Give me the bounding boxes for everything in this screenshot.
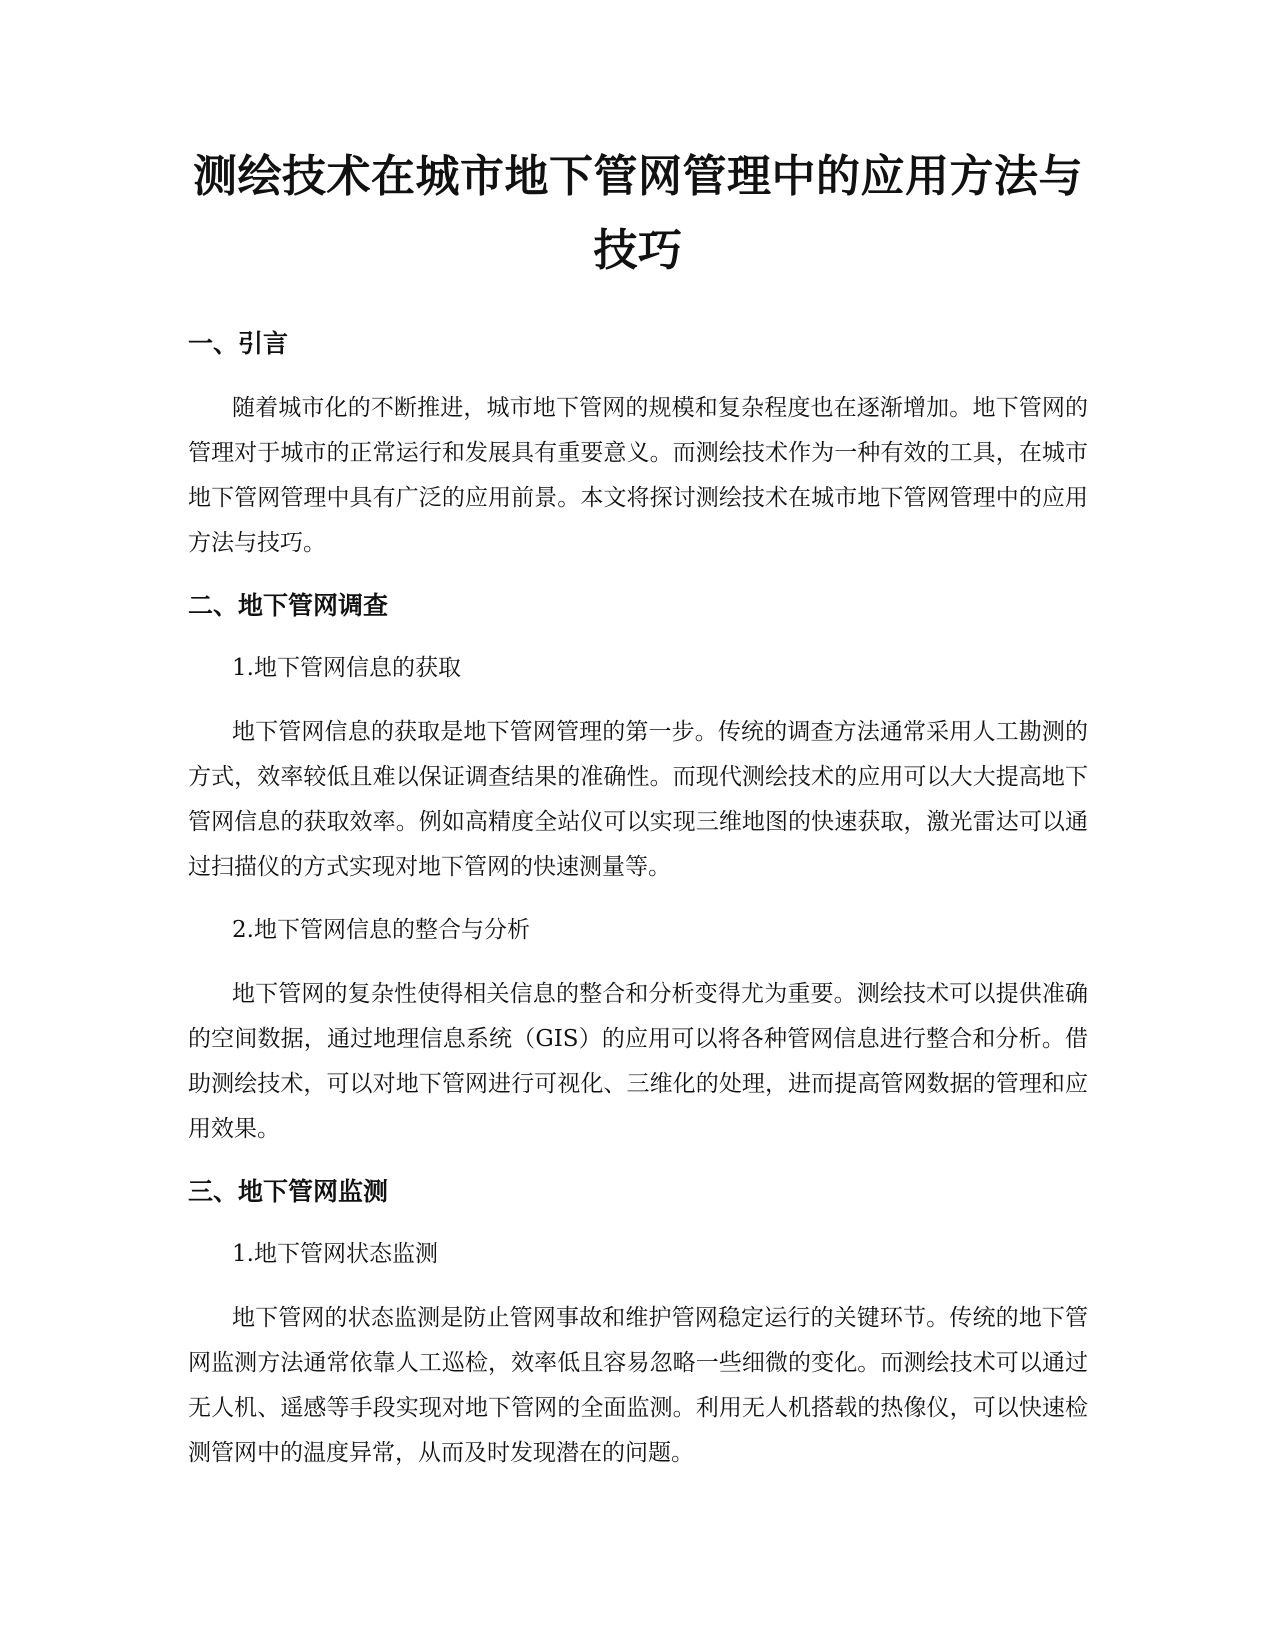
subsection-heading-info-acquisition: 1.地下管网信息的获取 bbox=[232, 655, 461, 681]
introduction-paragraph: 随着城市化的不断推进，城市地下管网的规模和复杂程度也在逐渐增加。地下管网的管理对于城市的正常运行和发展具有重要意义。而测绘技术作为一种有效的工具，在城市地下管网管理中具有广泛的应用前景。本文将探讨测绘技术在城市地下管网管理中的应用方法与技巧。 bbox=[188, 395, 1088, 556]
document-page bbox=[188, 140, 1088, 1496]
status-monitoring-paragraph: 地下管网的状态监测是防止管网事故和维护管网稳定运行的关键环节。传统的地下管网监测方法通常依靠人工巡检，效率低且容易忽略一些细微的变化。而测绘技术可以通过无人机、遥感等手段实现对地下管网的全面监测。利用无人机搭载的热像仪，可以快速检测管网中的温度异常，从而及时发现潜在的问题。 bbox=[188, 1305, 1088, 1466]
document-title: 测绘技术在城市地下管网管理中的应用方法与技巧 bbox=[193, 151, 1083, 276]
section-heading-pipeline-monitoring: 三、地下管网监测 bbox=[188, 1177, 389, 1206]
subsection-heading-status-monitoring: 1.地下管网状态监测 bbox=[232, 1241, 438, 1267]
subsection-heading-info-integration: 2.地下管网信息的整合与分析 bbox=[232, 917, 530, 943]
info-acquisition-paragraph: 地下管网信息的获取是地下管网管理的第一步。传统的调查方法通常采用人工勘测的方式，效率较低且难以保证调查结果的准确性。而现代测绘技术的应用可以大大提高地下管网信息的获取效率。例如高精度全站仪可以实现三维地图的快速获取，激光雷达可以通过扫描仪的方式实现对地下管网的快速测量等。 bbox=[188, 719, 1088, 880]
info-integration-paragraph: 地下管网的复杂性使得相关信息的整合和分析变得尤为重要。测绘技术可以提供准确的空间数据，通过地理信息系统（GIS）的应用可以将各种管网信息进行整合和分析。借助测绘技术，可以对地下管网进行可视化、三维化的处理，进而提高管网数据的管理和应用效果。 bbox=[188, 981, 1088, 1142]
section-heading-pipeline-survey: 二、地下管网调查 bbox=[188, 591, 389, 620]
section-heading-introduction: 一、引言 bbox=[188, 329, 289, 358]
